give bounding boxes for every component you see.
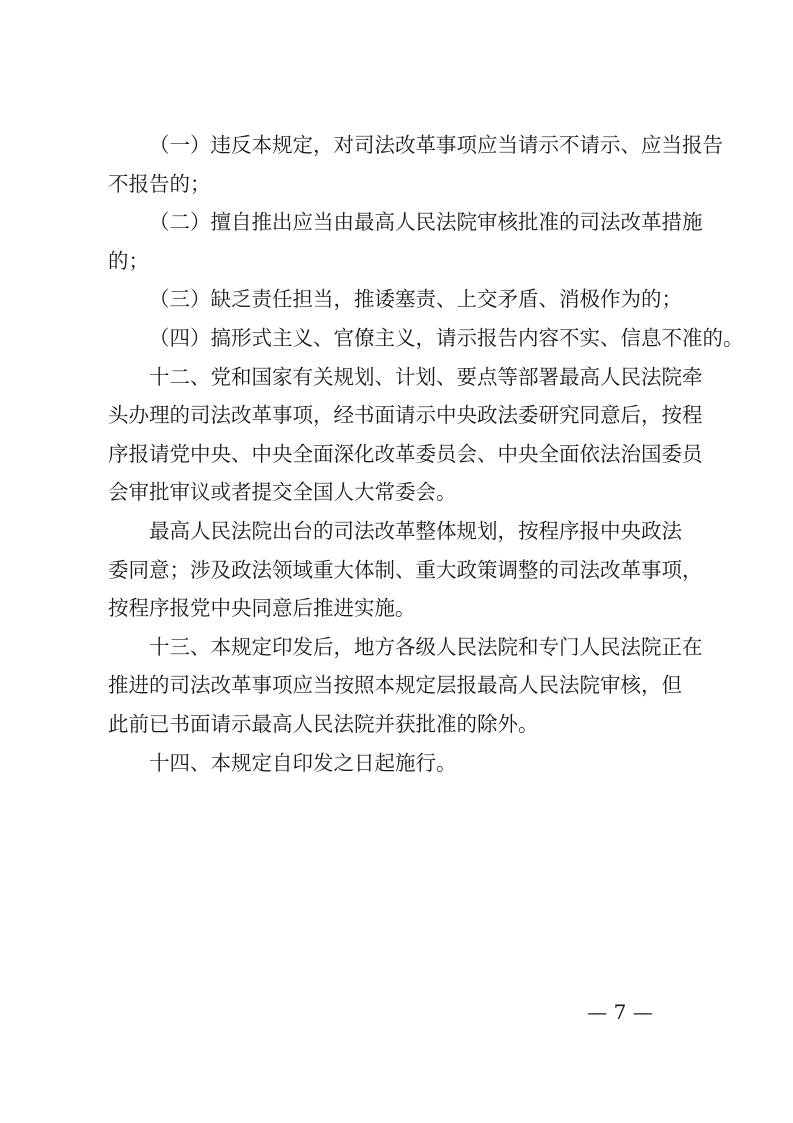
text-line: （四）搞形式主义、官僚主义，请示报告内容不实、信息不准的。 bbox=[149, 325, 744, 350]
text-line: 推进的司法改革事项应当按照本规定层报最高人民法院审核，但 bbox=[108, 673, 682, 698]
text-line: （三）缺乏责任担当，推诿塞责、上交矛盾、消极作为的； bbox=[149, 287, 682, 312]
body-text bbox=[108, 126, 744, 782]
text-line: （二）擅自推出应当由最高人民法院审核批准的司法改革措施 bbox=[149, 210, 703, 235]
text-line: 十二、党和国家有关规划、计划、要点等部署最高人民法院牵 bbox=[149, 364, 703, 389]
text-line: 十四、本规定自印发之日起施行。 bbox=[149, 750, 457, 775]
text-line: 此前已书面请示最高人民法院并获批准的除外。 bbox=[108, 711, 539, 736]
text-line: 头办理的司法改革事项，经书面请示中央政法委研究同意后，按程 bbox=[108, 403, 703, 428]
page-number: — 7 — bbox=[587, 1000, 653, 1024]
text-line: （一）违反本规定，对司法改革事项应当请示不请示、应当报告 bbox=[149, 133, 723, 157]
text-line: 最高人民法院出台的司法改革整体规划，按程序报中央政法 bbox=[149, 518, 682, 543]
text-line: 序报请党中央、中央全面深化改革委员会、中央全面依法治国委员 bbox=[108, 441, 703, 466]
text-line: 委同意；涉及政法领域重大体制、重大政策调整的司法改革事项， bbox=[108, 557, 703, 582]
text-line: 的； bbox=[108, 248, 149, 273]
text-line: 十三、本规定印发后，地方各级人民法院和专门人民法院正在 bbox=[149, 634, 703, 659]
text-line: 会审批审议或者提交全国人大常委会。 bbox=[108, 480, 457, 505]
text-line: 按程序报党中央同意后推进实施。 bbox=[108, 596, 416, 621]
text-line: 不报告的； bbox=[108, 171, 211, 196]
